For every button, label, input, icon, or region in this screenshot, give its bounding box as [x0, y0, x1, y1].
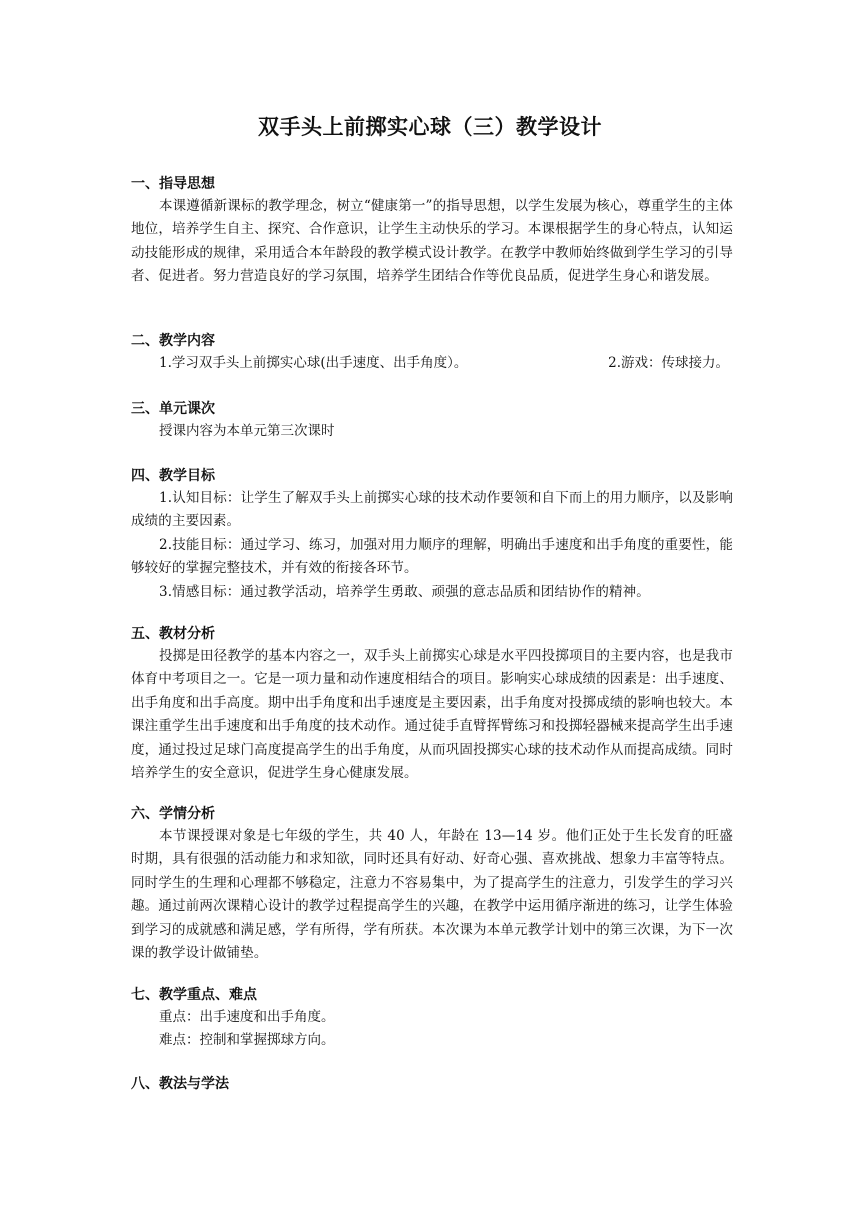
section-heading: 一、指导思想: [131, 176, 215, 192]
section-paragraph: 本课遵循新课标的教学理念，树立“健康第一”的指导思想，以学生发展为核心，尊重学生的主体地位，培养学生自主、探究、合作意识，让学生主动快乐的学习。本课根据学生的身心特点，认知运动技能形成的规律，采用适合本年龄段的教学模式设计教学。在教学中教师始终做到学生学习的引导者、促进者。努力营造良好的学习氛围，培养学生团结合作等优良品质，促进学生身心和谐发展。: [131, 198, 733, 285]
key-point: 重点：出手速度和出手角度。: [159, 1009, 335, 1025]
content-item-2: 2.游戏：传球接力。: [608, 355, 729, 371]
section-unit-lesson: [131, 398, 733, 443]
unit-lesson-text: 授课内容为本单元第三次课时: [159, 423, 335, 439]
section-key-difficult-points: [131, 984, 733, 1053]
difficult-point: 难点：控制和掌握掷球方向。: [159, 1032, 335, 1049]
section-heading: 七、教学重点、难点: [131, 987, 257, 1003]
section-heading: 五、教材分析: [131, 626, 215, 642]
section-paragraph: 投掷是田径教学的基本内容之一，双手头上前掷实心球是水平四投掷项目的主要内容，也是我市体育中考项目之一。它是一项力量和动作速度相结合的项目。影响实心球成绩的因素是：出手速度、出手角度和出手高度。期中出手角度和出手速度是主要因素，出手角度对投掷成绩的影响也较大。本课注重学生出手速度和出手角度的技术动作。通过徒手直臂挥臂练习和投掷轻器械来提高学生出手速度，通过投过足球门高度提高学生的出手角度，从而巩固投掷实心球的技术动作从而提高成绩。同时培养学生的安全意识，促进学生身心健康发展。: [131, 648, 733, 782]
section-student-analysis: [131, 803, 733, 965]
goal-skill: 2.技能目标：通过学习、练习，加强对用力顺序的理解，明确出手速度和出手角度的重要性，能够较好的掌握完整技术，并有效的衔接各环节。: [131, 536, 733, 577]
content-items-row: [131, 352, 733, 375]
section-heading: 六、学情分析: [131, 806, 215, 822]
goal-cognitive: 1.认知目标：让学生了解双手头上前掷实心球的技术动作要领和自下而上的用力顺序，以及影响成绩的主要因素。: [131, 490, 733, 530]
section-paragraph: 本节课授课对象是七年级的学生，共 40 人，年龄在 13—14 岁。他们正处于生长发育的旺盛时期，具有很强的活动能力和求知欲，同时还具有好动、好奇心强、喜欢挑战、想象力丰富等特点。同时学生的生理和心理都不够稳定，注意力不容易集中，为了提高学生的注意力，引发学生的学习兴趣。通过前两次课精心设计的教学过程提高学生的兴趣，在教学中运用循序渐进的练习，让学生体验到学习的成就感和满足感，学有所得，学有所获。本次课为本单元教学计划中的第三次课，为下一次课的教学设计做铺垫。: [131, 828, 733, 962]
section-heading: 四、教学目标: [131, 468, 215, 484]
section-material-analysis: [131, 623, 733, 785]
section-heading: 八、教法与学法: [131, 1076, 229, 1092]
section-teaching-goals: [131, 465, 733, 604]
goal-emotion: 3.情感目标：通过教学活动，培养学生勇敢、顽强的意志品质和团结协作的精神。: [159, 583, 650, 600]
content-item-1: 1.学习双手头上前掷实心球(出手速度、出手角度）。: [159, 355, 468, 371]
section-heading: 二、教学内容: [131, 333, 215, 349]
section-methods: [131, 1073, 733, 1095]
section-teaching-content: [131, 330, 733, 375]
section-heading: 三、单元课次: [131, 401, 215, 417]
document-title: 双手头上前掷实心球（三）教学设计: [258, 114, 602, 139]
section-guiding-ideology: [131, 173, 733, 289]
